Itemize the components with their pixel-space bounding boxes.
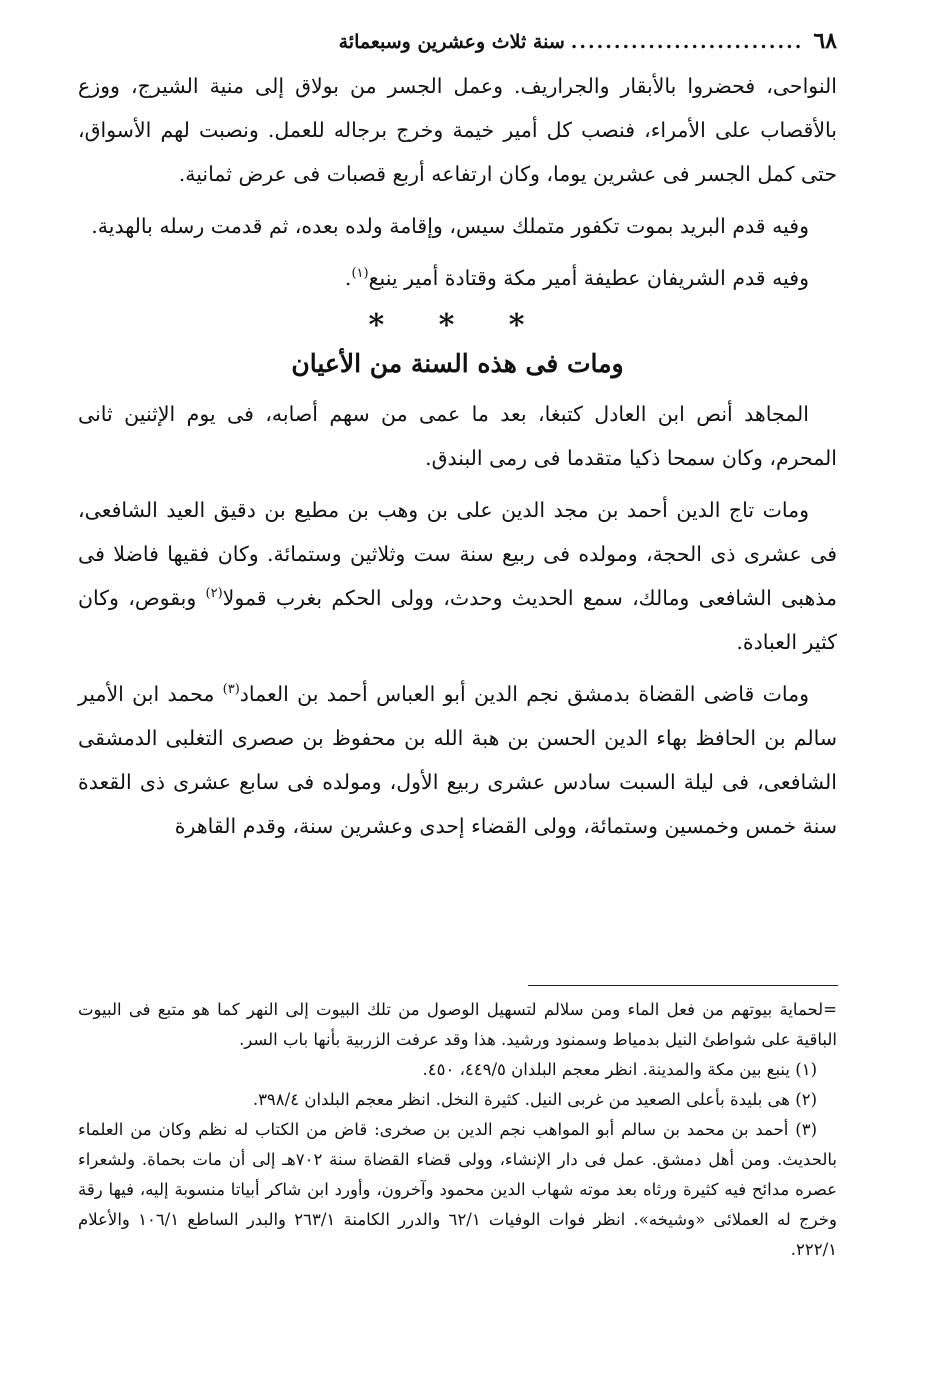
- header-dots: ...........................: [570, 31, 804, 53]
- footnote-continuation: =لحماية بيوتهم من فعل الماء ومن سلالم لتسهيل الوصول من تلك البيوت إلى النهر كما هو متبع فى البيوت الباقية على شواطئ النيل بدمياط وسمنود ورشيد. هذا وقد عرفت الزربية بأنها باب السر.: [78, 1000, 837, 1049]
- paragraph-6-text: ومات قاضى القضاة بدمشق نجم الدين أبو العباس أحمد بن العماد: [239, 682, 809, 706]
- paragraph-5-end: وبقوص، وكان كثير العبادة.: [78, 586, 837, 654]
- section-title: ومات فى هذه السنة من الأعيان: [291, 349, 624, 378]
- footnote-ref-1[interactable]: (١): [351, 266, 369, 282]
- page-number: ٦٨: [813, 28, 837, 54]
- paragraph-3-end: .: [344, 266, 352, 290]
- footnote-separator: [528, 985, 838, 986]
- footnote-ref-2[interactable]: (٢): [205, 586, 223, 602]
- paragraph-6: [78, 672, 837, 848]
- footnote-ref-3[interactable]: (٣): [222, 682, 240, 698]
- paragraph-1: النواحى، فحضروا بالأبقار والجراريف. وعمل الجسر من بولاق إلى منية الشيرج، ووزع بالأقصاب على الأمراء، فنصب كل أمير خيمة وخرج برجاله للعمل. ونصبت لهم الأسواق، حتى كمل الجسر فى عشرين يوما، وكان ارتفاعه أربع قصبات فى عرض ثمانية.: [78, 74, 837, 186]
- footnote-3: (٣) أحمد بن محمد بن سالم أبو المواهب نجم الدين بن صخرى: قاض من الكتاب له نظم وكان من العلماء بالحديث. ومن أهل دمشق. عمل فى دار الإنشاء، وولى قضاء القضاة سنة ٧٠٢هـ إلى أن مات بحماة. ولشعراء عصره مدائح فيه كثيرة ورثاه بعد موته شهاب الدين محمود وآخرون، وأورد ابن شاكر أبياتا منسوبة إليه، فيها رقة وخرج له العملائى «وشيخه». انظر فوات الوفيات ٦٢/١ والدرر الكامنة ٢٦٣/١ والبدر الساطع ١٠٦/١ والأعلام ٢٢٢/١.: [78, 1120, 837, 1259]
- footnote-2: (٢) هى بليدة بأعلى الصعيد من غربى النيل. كثيرة النخل. انظر معجم البلدان ٣٩٨/٤.: [252, 1090, 817, 1109]
- footnotes: [78, 995, 837, 1265]
- paragraph-3-text: وفيه قدم الشريفان عطيفة أمير مكة وقتادة أمير ينبع: [368, 266, 809, 290]
- paragraph-6-end: محمد ابن الأمير سالم بن الحافظ بهاء الدين الحسن بن هبة الله بن محفوظ بن صصرى التغلبى الدمشقى الشافعى، فى ليلة السبت سادس عشرى ربيع الأول، ومولده فى سابع عشرى ذى القعدة سنة خمس وخمسين وستمائة، وولى القضاء إحدى وعشرين سنة، وقدم القاهرة: [78, 682, 837, 838]
- page-body: [78, 28, 837, 856]
- paragraph-5-text: ومات تاج الدين أحمد بن مجد الدين على بن وهب بن مطيع بن دقيق العيد الشافعى، فى عشرى ذى الحجة، ومولده فى ربيع سنة ست وثلاثين وستمائة. وكان فقيها فاضلا فى مذهبى الشافعى ومالك، سمع الحديث وحدث، وولى الحكم بغرب قمولا: [78, 498, 837, 610]
- footnote-1: (١) ينبع بين مكة والمدينة. انظر معجم البلدان ٤٤٩/٥، ٤٥٠.: [422, 1060, 817, 1079]
- paragraph-5: [78, 488, 837, 664]
- running-header: [78, 28, 837, 64]
- section-divider-stars: * * *: [368, 308, 547, 343]
- paragraph-2: وفيه قدم البريد بموت تكفور متملك سيس، وإقامة ولده بعده، ثم قدمت رسله بالهدية.: [91, 214, 809, 238]
- header-title: سنة ثلاث وعشرين وسبعمائة: [338, 31, 565, 53]
- paragraph-4: المجاهد أنص ابن العادل كتبغا، بعد ما عمى من سهم أصابه، فى يوم الإثنين ثانى المحرم، وكان سمحا ذكيا متقدما فى رمى البندق.: [78, 402, 837, 470]
- paragraph-3: [78, 256, 837, 300]
